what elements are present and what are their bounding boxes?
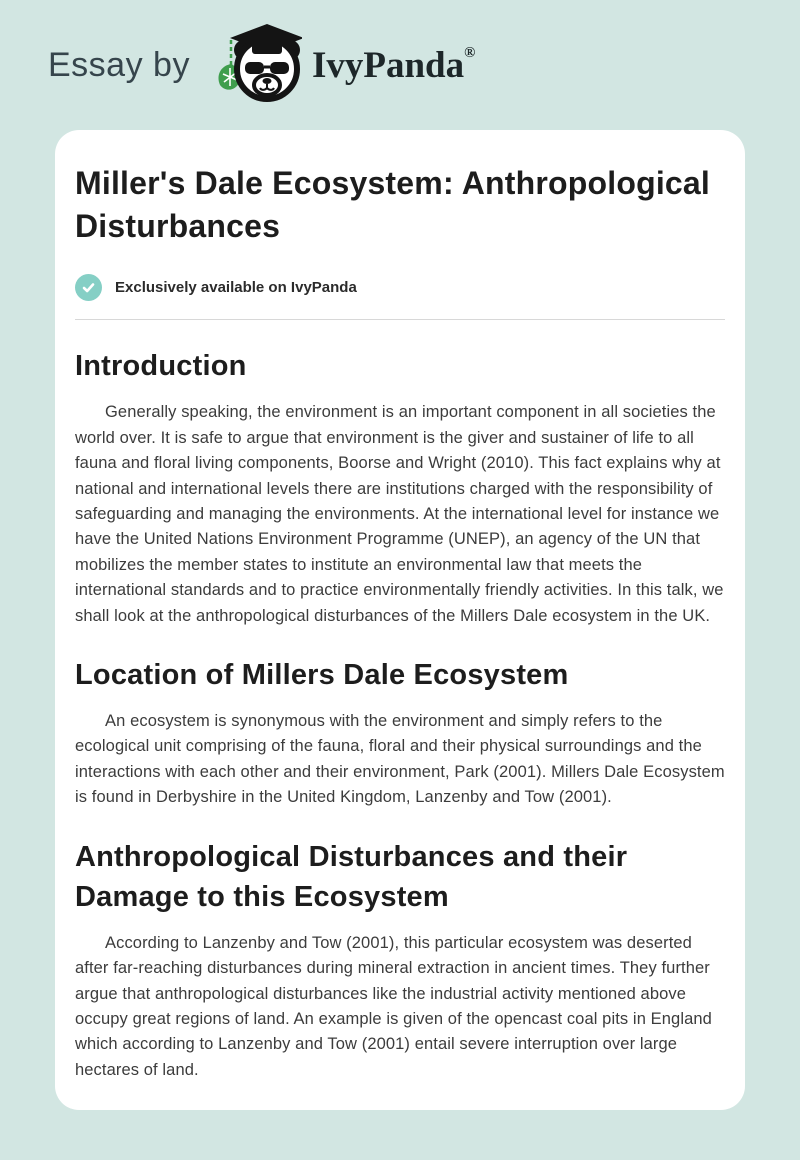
section-paragraph: According to Lanzenby and Tow (2001), this particular ecosystem was deserted after far-reaching disturbances during mineral extraction in ancient times. They further argue that anthropological disturbances like the industrial activity mentioned above occupy great regions of land. An example is given of the opencast coal pits in England which according to Lanzenby and Tow (2001) entail severe interruption over large hectares of land.	[75, 933, 712, 1079]
section-introduction	[75, 346, 725, 629]
availability-badge-label: Exclusively available on IvyPanda	[115, 279, 357, 297]
section-paragraph: Generally speaking, the environment is an important component in all societies the world over. It is safe to argue that environment is the giver and sustainer of life to all fauna and floral living components, Boorse and Wright (2010). This fact explains why at national and international levels there are institutions charged with the responsibility of safeguarding and managing the environments. At the international level for instance we have the United Nations Environment Programme (UNEP), an agency of the UN that mobilizes the member states to institute an environmental law that meets the international standards and to practice environmentally friendly activities. In this talk, we shall look at the anthropological disturbances of the Millers Dale ecosystem in the UK.	[75, 403, 724, 625]
section-paragraph: An ecosystem is synonymous with the environment and simply refers to the ecological unit comprising of the fauna, floral and their physical surroundings and the interactions with each other and their environment, Park (2001). Millers Dale Ecosystem is found in Derbyshire in the United Kingdom, Lanzenby and Tow (2001).	[75, 712, 725, 807]
essay-card	[55, 130, 745, 1110]
brand-wordmark	[312, 44, 475, 87]
ivypanda-panda-logo-icon	[208, 22, 302, 108]
section-heading: Introduction	[75, 350, 247, 383]
page-title: Miller's Dale Ecosystem: Anthropological Disturbances	[75, 165, 711, 245]
trademark-symbol: ®	[464, 44, 476, 61]
check-icon	[75, 274, 102, 301]
site-header	[0, 0, 800, 130]
header-prefix-label: Essay by	[48, 45, 190, 84]
section-heading: Anthropological Disturbances and their Damage to this Ecosystem	[75, 840, 628, 913]
section-disturbances	[75, 837, 725, 1083]
section-heading: Location of Millers Dale Ecosystem	[75, 659, 569, 692]
divider	[75, 319, 725, 320]
section-location	[75, 655, 725, 811]
brand-name: IvyPanda	[311, 44, 465, 86]
availability-badge	[75, 274, 725, 301]
